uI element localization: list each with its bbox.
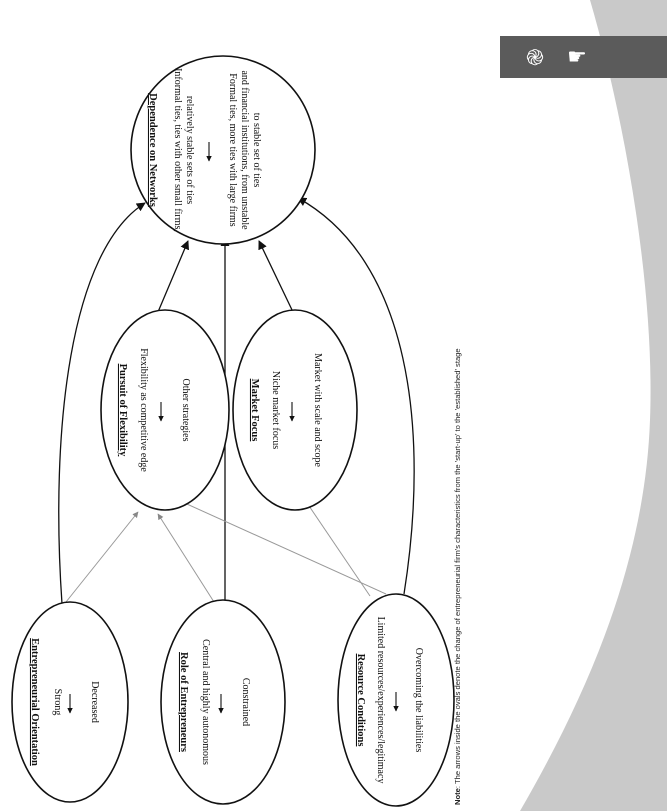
arrow-flexibility-to-dependence — [158, 241, 188, 312]
oval-resource-conditions — [338, 594, 454, 806]
dependence-from-line-1: Informal ties, ties with other small firms, — [172, 68, 183, 232]
arrow-orientation-to-flexibility — [66, 512, 138, 602]
dependence-title: Dependence on Networks — [147, 93, 158, 207]
oval-dependence-on-networks — [131, 56, 315, 244]
oval-market-focus — [233, 310, 357, 510]
market-title: Market Focus — [249, 378, 260, 442]
dependence-from-line-2: relatively stable sets of ties — [184, 95, 195, 205]
oval-entrepreneurial-orientation — [12, 602, 128, 802]
market-to: Market with scale and scope — [312, 353, 323, 467]
orientation-title: Entrepreneurial Orientation — [29, 638, 40, 766]
arrow-market-to-dependence — [259, 241, 293, 312]
role-title: Role of Entrepreneurs — [178, 652, 189, 752]
role-from: Central and highly autonomous — [200, 639, 211, 765]
arrow-resources-to-flexibility — [178, 500, 386, 594]
flexibility-from: Flexibility as competitive edge — [138, 348, 149, 472]
orientation-to: Decreased — [89, 681, 100, 723]
arrow-role-to-flexibility — [158, 514, 214, 602]
oval-pursuit-of-flexibility — [101, 310, 229, 510]
market-from: Niche market focus — [270, 370, 281, 450]
role-to: Constrained — [240, 677, 251, 727]
spiral-icon[interactable]: ֎ — [526, 45, 544, 71]
arrow-resources-to-market — [305, 500, 370, 596]
pointing-hand-icon[interactable]: ☛ — [567, 44, 587, 70]
dependence-to-line-1: Formal ties, more ties with large firms — [227, 73, 238, 227]
flexibility-to: Other strategies — [180, 378, 191, 442]
resources-to: Overcoming the liabilities — [413, 647, 424, 753]
grey-connectors — [66, 500, 386, 602]
note-text: : The arrows inside the ovals denote the change of entrepreneurial firm's characteristics from the 'start-up' to the 'established' stage — [453, 348, 462, 789]
resources-title: Resource Conditions — [355, 653, 366, 747]
resources-from: Limited resources/experiences/legitimacy — [375, 616, 386, 784]
note-label: Note — [453, 788, 462, 805]
dependence-to-line-2: and financial institutions, from unstable — [239, 70, 250, 230]
dependence-to-line-3: to stable set of ties — [251, 112, 262, 188]
orientation-from: Strong — [52, 688, 63, 716]
oval-role-of-entrepreneurs — [161, 600, 285, 804]
flexibility-title: Pursuit of Flexibility — [117, 363, 128, 457]
